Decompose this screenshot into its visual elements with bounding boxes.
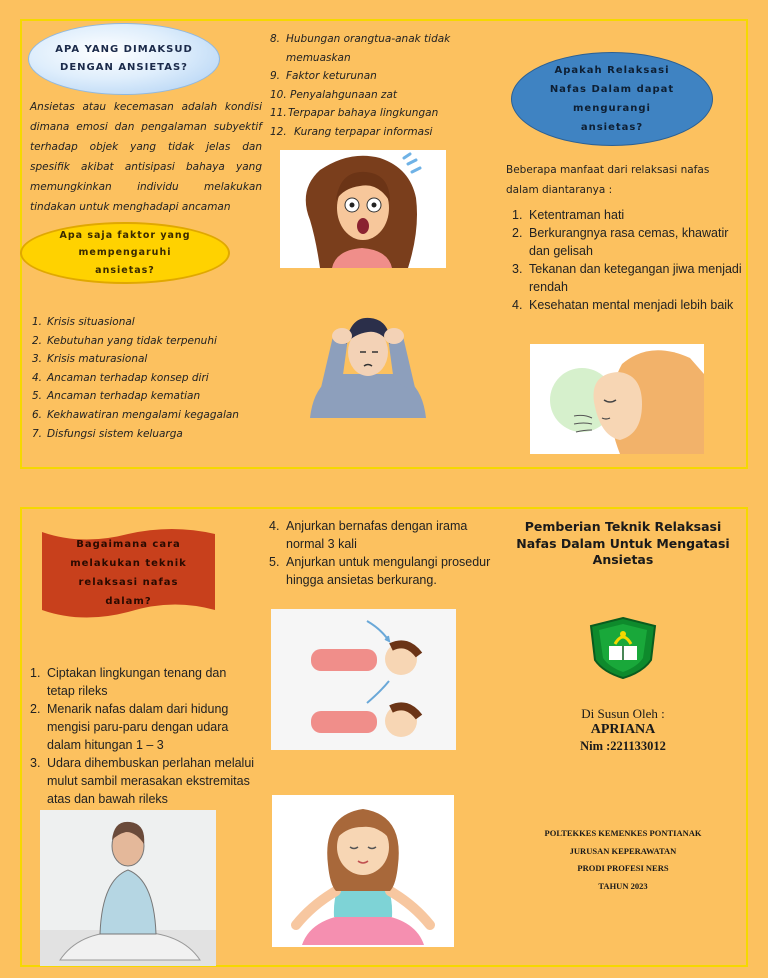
list-item: 8. Hubungan orangtua-anak tidak memuaskan: [270, 33, 451, 64]
meditating-woman-illustration: [40, 810, 216, 966]
anxious-woman-illustration: [280, 150, 446, 268]
steps-list-left: [30, 664, 255, 808]
institution-line: TAHUN 2023: [598, 880, 648, 891]
yoga-girl-illustration: [272, 795, 454, 947]
list-item: 3. Udara dihembuskan perlahan melalui mulut sambil merasakan ekstremitas atas dan bawah rileks: [30, 756, 255, 806]
how-to-banner: Bagaimana cara melakukan teknik relaksasi nafas dalam?: [42, 528, 215, 618]
list-item: 3. Krisis maturasional: [32, 353, 148, 366]
list-item: 12. Kurang terpapar informasi: [270, 125, 433, 138]
breathing-illustration: [271, 609, 456, 750]
institution-block: [509, 825, 737, 895]
institution-logo: [585, 616, 661, 680]
list-item: 3. Tekanan dan ketegangan jiwa menjadi rendah: [512, 262, 742, 294]
leaflet-title: Pemberian Teknik Relaksasi Nafas Dalam Untuk Mengatasi Ansietas: [516, 519, 730, 567]
compiled-by-label: Di Susun Oleh :: [581, 706, 665, 721]
factors-list-left: [32, 313, 262, 443]
list-item: 5. Anjurkan untuk mengulangi prosedur hingga ansietas berkurang.: [269, 555, 491, 587]
student-id: Nim :221133012: [580, 739, 666, 753]
steps-list-middle: [269, 517, 505, 589]
list-item: 1. Krisis situasional: [32, 316, 135, 328]
factors-list-middle: [270, 30, 460, 142]
benefit-intro: Beberapa manfaat dari relaksasi nafas dalam diantaranya :: [506, 164, 710, 196]
stressed-woman-illustration: [290, 312, 446, 418]
list-item: 2. Berkurangnya rasa cemas, khawatir dan gelisah: [512, 226, 729, 258]
list-item: 7. Disfungsi sistem keluarga: [32, 427, 183, 440]
list-item: 10. Penyalahgunaan zat: [270, 88, 397, 101]
list-item: 1. Ketentraman hati: [512, 208, 625, 222]
list-item: 4. Anjurkan bernafas dengan irama normal 3 kali: [269, 519, 468, 551]
list-item: 4. Kesehatan mental menjadi lebih baik: [512, 298, 734, 312]
definition-heading: APA YANG DIMAKSUD DENGAN ANSIETAS?: [28, 23, 220, 95]
institution-line: PRODI PROFESI NERS: [577, 863, 669, 873]
factors-heading: Apa saja faktor yang mempengaruhi ansietas?: [20, 222, 230, 284]
list-item: 2. Menarik nafas dalam dari hidung mengisi paru-paru dengan udara dalam hitungan 1 – 3: [30, 702, 229, 752]
list-item: 9. Faktor keturunan: [270, 70, 377, 83]
list-item: 6. Kekhawatiran mengalami kegagalan: [32, 408, 239, 421]
benefit-heading: Apakah Relaksasi Nafas Dalam dapat mengurangi ansietas?: [511, 52, 713, 146]
benefits-list: [512, 206, 742, 314]
institution-line: JURUSAN KEPERAWATAN: [569, 845, 677, 856]
institution-line: POLTEKKES KEMENKES PONTIANAK: [544, 828, 702, 838]
list-item: 2. Kebutuhan yang tidak terpenuhi: [32, 334, 217, 347]
list-item: 4. Ancaman terhadap konsep diri: [32, 371, 209, 384]
list-item: 5. Ancaman terhadap kematian: [32, 390, 201, 403]
list-item: 11. Terpapar bahaya lingkungan: [270, 107, 439, 120]
relaxed-woman-illustration: [530, 344, 704, 454]
list-item: 1. Ciptakan lingkungan tenang dan tetap rileks: [30, 666, 227, 698]
definition-text: Ansietas atau kecemasan adalah kondisi dimana emosi dan pengalaman subyektif terhadap objek yang tidak jelas dan spesifik akibat antisipasi bahaya yang memungkinkan individu melakukan tindakan untuk menghadapi ancaman: [30, 101, 262, 213]
author-name: APRIANA: [590, 722, 656, 737]
